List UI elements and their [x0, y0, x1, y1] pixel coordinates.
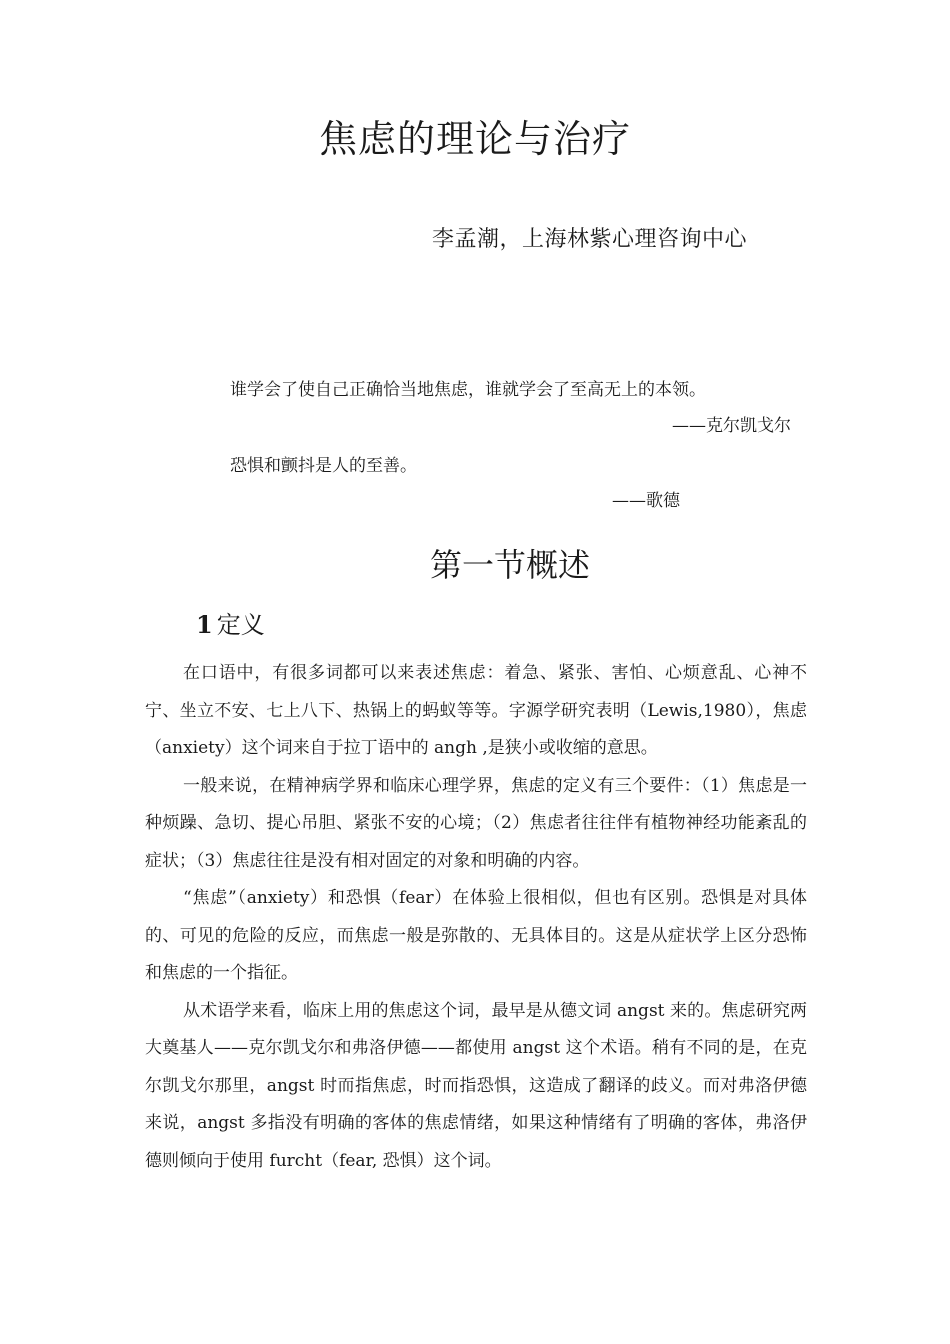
- paragraph: “焦虑”（anxiety）和恐惧（fear）在体验上很相似，但也有区别。恐惧是对具体的、可见的危险的反应，而焦虑一般是弥散的、无具体目的。这是从症状学上区分恐怖和焦虑的一个指征。: [145, 888, 807, 983]
- epigraph-attribution-2: ——歌德: [612, 491, 680, 511]
- epigraph-attribution-1: ——克尔凯戈尔: [672, 416, 791, 436]
- epigraph-quote-2: 恐惧和颤抖是人的至善。: [230, 456, 417, 476]
- epigraph-quote-1: 谁学会了使自己正确恰当地焦虑，谁就学会了至高无上的本领。: [230, 380, 706, 400]
- author-line: 李孟潮，上海林紫心理咨询中心: [432, 227, 748, 252]
- body-text: [145, 655, 807, 1180]
- subsection-number: 1: [196, 610, 213, 639]
- paragraph: 一般来说，在精神病学界和临床心理学界，焦虑的定义有三个要件：（1）焦虑是一种烦躁、急切、提心吊胆、紧张不安的心境；（2）焦虑者往往伴有植物神经功能紊乱的症状；（3）焦虑往往是没有相对固定的对象和明确的内容。: [145, 775, 807, 871]
- paragraph: 在口语中，有很多词都可以来表述焦虑：着急、紧张、害怕、心烦意乱、心神不宁、坐立不安、七上八下、热锅上的蚂蚁等等。字源学研究表明（Lewis,1980），焦虑（anxiety）这个词来自于拉丁语中的 angh ,是狭小或收缩的意思。: [145, 663, 807, 758]
- section-heading: 第一节概述: [429, 546, 590, 584]
- paragraph: 从术语学来看，临床上用的焦虑这个词，最早是从德文词 angst 来的。焦虑研究两大奠基人——克尔凯戈尔和弗洛伊德——都使用 angst 这个术语。稍有不同的是，在克尔凯戈尔那里，angst 时而指焦虑，时而指恐惧，这造成了翻译的歧义。而对弗洛伊德来说，angst 多指没有明确的客体的焦虑情绪，如果这种情绪有了明确的客体，弗洛伊德则倾向于使用 furcht（fear, 恐惧）这个词。: [145, 1000, 808, 1171]
- document-title: 焦虑的理论与治疗: [318, 117, 631, 161]
- subsection-heading: [196, 605, 265, 640]
- subsection-title: 定义: [216, 611, 265, 639]
